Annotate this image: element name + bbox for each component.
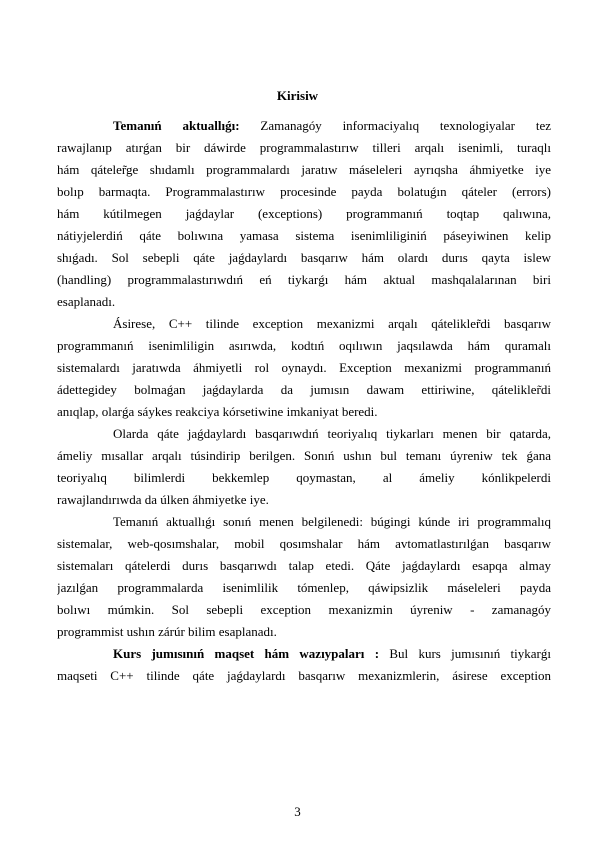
text-line xyxy=(57,159,551,181)
text-line xyxy=(57,291,551,313)
text-line xyxy=(113,423,551,445)
line-text: nátiyjelerdiń qáte bolıwına yamasa sistema isenimliliginiń páseyiwinen kelip xyxy=(57,228,551,243)
text-line xyxy=(57,445,551,467)
text-line xyxy=(57,181,551,203)
line-text: hám qáteler̃ge shıdamlı programmalardı jaratıw máseleleri ayrıqsha áhmiyetke iye xyxy=(57,162,551,177)
line-text: esaplanadı. xyxy=(57,294,116,309)
line-text: Ásirese, C++ tilinde exception mexanizmi arqalı qátelikler̃di basqarıw xyxy=(113,316,551,331)
line-text: bolıwı múmkin. Sol sebepli exception mexanizmin úyreniw - zamanagóy xyxy=(57,602,551,617)
text-line xyxy=(57,269,551,291)
text-line xyxy=(57,247,551,269)
text-line xyxy=(57,357,551,379)
text-line xyxy=(57,401,551,423)
text-line xyxy=(57,137,551,159)
line-text: teoriyalıq bilimlerdi bekkemlep qoymastan, al ámeliy kónlikpelerdi xyxy=(57,470,551,485)
paragraph xyxy=(57,423,551,511)
paragraph xyxy=(57,313,551,423)
line-text: jazılǵan programmalarda isenimlilik tómenlep, qáwipsizlik máseleleri payda xyxy=(57,580,551,595)
line-text: programmist ushın zárúr bilim esaplanadı. xyxy=(57,624,277,639)
text-line xyxy=(57,379,551,401)
text-line xyxy=(57,489,551,511)
line-text: anıqlap, olarǵa sáykes reakciya kórsetiwine imkaniyat beredi. xyxy=(57,404,378,419)
text-line xyxy=(57,203,551,225)
paragraph xyxy=(57,511,551,643)
bold-lead: Kurs jumısınıń maqset hám wazıypaları : xyxy=(113,646,380,661)
line-text: rawajlanıp atırǵan bir dáwirde programmalastırıw tilleri arqalı isenimli, turaqlı xyxy=(57,140,551,155)
text-line xyxy=(57,599,551,621)
line-text: hám kútilmegen jaǵdaylar (exceptions) programmanıń toqtap qalıwına, xyxy=(57,206,551,221)
text-line xyxy=(57,555,551,577)
line-text: ádettegidey bolmaǵan jaǵdaylarda da jumısın dawam ettiriwine, qátelikler̃di xyxy=(57,382,551,397)
body-text xyxy=(57,115,551,687)
text-line xyxy=(57,225,551,247)
line-text: programmanıń isenimliligin asırıwda, kodtıń oqılıwın jaqsılawda hám quramalı xyxy=(57,338,551,353)
line-text: maqseti C++ tilinde qáte jaǵdaylardı basqarıw mexanizmlerin, ásirese exception xyxy=(57,668,551,683)
text-line xyxy=(57,335,551,357)
bold-lead: Temanıń aktuallıǵı: xyxy=(113,118,240,133)
text-line xyxy=(113,115,551,137)
text-line xyxy=(57,577,551,599)
paragraph xyxy=(57,643,551,687)
text-line xyxy=(57,665,551,687)
line-text: Zamanagóy informaciyalıq texnologiyalar tez xyxy=(239,118,551,133)
line-text: shıǵadı. Sol sebepli qáte jaǵdaylardı basqarıw hám olardı durıs qayta islew xyxy=(57,250,551,265)
line-text: Bul kurs jumısınıń tiykarǵı xyxy=(379,646,551,661)
text-line xyxy=(57,621,551,643)
line-text: rawajlandırıwda da úlken áhmiyetke iye. xyxy=(57,492,269,507)
line-text: Olarda qáte jaǵdaylardı basqarıwdıń teoriyalıq tiykarları menen bir qatarda, xyxy=(113,426,551,441)
text-line xyxy=(57,533,551,555)
line-text: Temanıń aktuallıǵı sonıń menen belgilenedi: búgingi kúnde iri programmalıq xyxy=(113,514,551,529)
line-text: sistemalar, web-qosımshalar, mobil qosımshalar hám avtomatlastırılǵan basqarıw xyxy=(57,536,551,551)
text-line xyxy=(113,643,551,665)
page-number: 3 xyxy=(294,804,301,819)
text-line xyxy=(113,313,551,335)
line-text: sistemalardı jaratıwda áhmiyetli rol oynaydı. Exception mexanizmi programmanıń xyxy=(57,360,551,375)
text-line xyxy=(57,467,551,489)
line-text: ámeliy mısallar arqalı túsindirip berilgen. Sonıń ushın bul temanı úyreniw tek ǵana xyxy=(57,448,551,463)
line-text: sistemaları qátelerdi durıs basqarıwdı talap etedi. Qáte jaǵdaylardı esapqa almay xyxy=(57,558,551,573)
paragraph xyxy=(57,115,551,313)
line-text: bolıp barmaqta. Programmalastırıw procesinde payda bolatuǵın qáteler (errors) xyxy=(57,184,551,199)
text-line xyxy=(113,511,551,533)
page-heading: Kirisiw xyxy=(276,88,319,103)
line-text: (handling) programmalastırıwdıń eń tiykarǵı hám aktual mashqalalarınan biri xyxy=(57,272,551,287)
